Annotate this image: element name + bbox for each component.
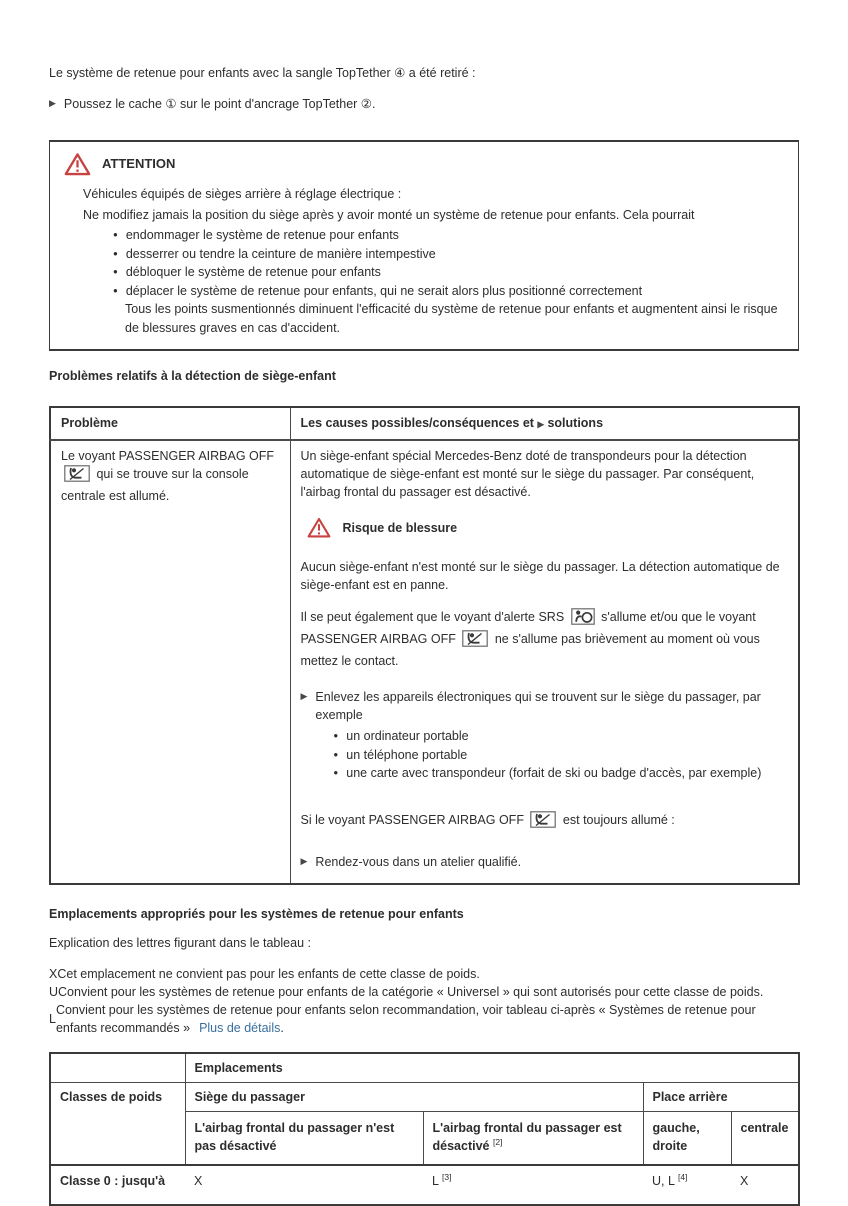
- bullet-text: un ordinateur portable: [346, 729, 469, 743]
- causes-column-header: [290, 407, 799, 440]
- airbag-deactivated-header-cell: [423, 1111, 643, 1165]
- bullet-text: débloquer le système de retenue pour enfants: [125, 265, 381, 279]
- srs-warning-icon: [571, 608, 595, 630]
- rear-seat-header-cell: Place arrière: [643, 1082, 799, 1111]
- intro-step: [49, 95, 799, 113]
- step-arrow-icon: ▶: [300, 691, 308, 701]
- attention-warning-box: [49, 140, 799, 351]
- problem-cell: [50, 440, 290, 884]
- legend-letter: L: [49, 1011, 56, 1026]
- attention-intro-1: Véhicules équipés de sièges arrière à réglage électrique :: [83, 187, 402, 201]
- table-header-row: [50, 407, 799, 440]
- intro-step-text: Poussez le cache ① sur le point d'ancrage TopTether ②.: [63, 97, 376, 111]
- passenger-seat-header-cell: Siège du passager: [185, 1082, 643, 1111]
- warning-triangle-icon: [64, 152, 91, 176]
- passenger-airbag-off-icon: [462, 630, 488, 652]
- legend-row-l: [49, 1001, 799, 1037]
- footnote-marker: [4]: [677, 1171, 688, 1182]
- list-item: [333, 764, 788, 783]
- seating-positions-table: [49, 1052, 800, 1206]
- attention-bullet-list: [113, 226, 784, 300]
- solution-step: [301, 853, 789, 871]
- list-item: [113, 245, 784, 264]
- legend-row-x: [49, 965, 799, 983]
- emplacements-header-cell: Emplacements: [185, 1053, 799, 1083]
- condition-text: Si le voyant PASSENGER AIRBAG OFF: [300, 812, 524, 827]
- cause-paragraph: Aucun siège-enfant n'est monté sur le siège du passager. La détection automatique de siège-enfant est en panne.: [300, 560, 780, 592]
- bullet-icon: ●: [113, 267, 118, 276]
- legend-letter: X: [49, 966, 58, 981]
- legend-text: Convient pour les systèmes de retenue pour enfants selon recommandation, voir tableau ci-après « Systèmes de retenue pour enfants recommandés »: [55, 1002, 756, 1035]
- attention-body: [83, 185, 784, 337]
- bullet-icon: ●: [113, 248, 118, 258]
- solution-step: [301, 688, 789, 783]
- cause-text: Il se peut également que le voyant d'alerte SRS: [300, 610, 565, 624]
- value-text: L: [432, 1173, 439, 1188]
- bullet-text: un téléphone portable: [346, 747, 468, 762]
- cause-paragraph: [301, 608, 789, 670]
- rear-center-header-cell: centrale: [731, 1111, 799, 1165]
- table-row: [50, 440, 799, 884]
- footnote-marker: [3]: [441, 1171, 452, 1182]
- legend-intro: Explication des lettres figurant dans le tableau :: [49, 935, 311, 950]
- list-item: [113, 226, 784, 245]
- legend-description: Cet emplacement ne convient pas pour les enfants de cette classe de poids.: [57, 966, 480, 981]
- solution-bullet-list: [333, 727, 788, 783]
- value-cell: X: [731, 1165, 799, 1205]
- value-cell: [423, 1165, 643, 1205]
- footnote-marker: [2]: [492, 1136, 503, 1147]
- bullet-text: desserrer ou tendre la ceinture de manière intempestive: [125, 246, 436, 261]
- legend-list: [49, 965, 799, 1037]
- cause-text-2: s'allume et/ou que le voyant PASSENGER AIRBAG OFF: [300, 610, 756, 646]
- bullet-icon: ●: [333, 768, 339, 777]
- problems-section-heading: Problèmes relatifs à la détection de siège-enfant: [49, 369, 336, 383]
- legend-text-end: .: [280, 1020, 284, 1035]
- bullet-icon: ●: [333, 749, 339, 759]
- bullet-text: une carte avec transpondeur (forfait de ski ou badge d'accès, par exemple): [346, 766, 762, 780]
- header-text: L'airbag frontal du passager est désactivé: [432, 1120, 622, 1153]
- table-row: [50, 1165, 799, 1205]
- solutions-arrow-icon: ▶: [537, 419, 544, 429]
- list-item: [333, 727, 788, 746]
- passenger-airbag-off-icon: [530, 811, 556, 833]
- problem-column-header: Problème: [50, 407, 290, 440]
- passenger-airbag-off-icon: [64, 465, 90, 487]
- attention-outro: Tous les points susmentionnés diminuent l'efficacité du système de retenue pour enfants et augmentent ainsi le risque de blessures graves en cas d'accident.: [125, 302, 778, 335]
- causes-cell: [290, 440, 799, 884]
- airbag-active-header-cell: L'airbag frontal du passager n'est pas désactivé: [185, 1111, 423, 1165]
- rear-left-right-header-cell: gauche, droite: [643, 1111, 731, 1165]
- legend-letter: U: [49, 984, 59, 999]
- condition-text-2: est toujours allumé :: [562, 812, 675, 827]
- list-item: [113, 282, 784, 301]
- weight-class-label-cell: Classe 0 : jusqu'à: [50, 1165, 185, 1205]
- cause-paragraph: Un siège-enfant spécial Mercedes-Benz doté de transpondeurs pour la détection automatique de siège-enfant est monté sur le siège du passager. Par conséquent, l'airbag frontal du passager est désactivé.: [300, 449, 755, 499]
- problems-table: [49, 406, 800, 885]
- cause-text-3: ne s'allume pas brièvement au moment où vous mettez le contact.: [300, 632, 760, 668]
- step-arrow-icon: ▶: [300, 855, 308, 866]
- bullet-text: endommager le système de retenue pour enfants: [125, 228, 399, 242]
- warning-triangle-icon: [307, 517, 331, 538]
- condition-paragraph: [301, 811, 789, 833]
- bullet-icon: ●: [113, 230, 118, 239]
- legend-description: [56, 1001, 799, 1037]
- details-link[interactable]: Plus de détails: [199, 1020, 281, 1035]
- problem-text: Le voyant PASSENGER AIRBAG OFF: [61, 449, 275, 463]
- locations-section-heading: Emplacements appropriés pour les systèmes de retenue pour enfants: [49, 906, 464, 921]
- corner-cell: [50, 1053, 185, 1083]
- attention-title: ATTENTION: [102, 155, 176, 171]
- problem-text-2: qui se trouve sur la console centrale est allumé.: [61, 467, 249, 503]
- legend-row-u: [49, 983, 799, 1001]
- value-cell: [643, 1165, 731, 1205]
- legend-description: Convient pour les systèmes de retenue pour enfants de la catégorie « Universel » qui sont autorisés pour cette classe de poids.: [58, 984, 764, 999]
- causes-header-text: Les causes possibles/conséquences et: [300, 416, 534, 430]
- table-row: [50, 1053, 799, 1083]
- table-row: [50, 1082, 799, 1111]
- solution-text: Rendez-vous dans un atelier qualifié.: [315, 854, 522, 869]
- bullet-icon: ●: [113, 285, 118, 295]
- bullet-icon: ●: [333, 731, 339, 740]
- bullet-text: déplacer le système de retenue pour enfants, qui ne serait alors plus positionné correctement: [125, 283, 643, 298]
- intro-paragraph: Le système de retenue pour enfants avec la sangle TopTether ④ a été retiré :: [49, 66, 476, 80]
- weight-classes-header-cell: Classes de poids: [50, 1082, 185, 1165]
- solution-text: Enlevez les appareils électroniques qui se trouvent sur le siège du passager, par exemple: [315, 690, 761, 722]
- value-text: U, L: [652, 1173, 675, 1188]
- attention-header: [64, 152, 784, 176]
- attention-intro-2: Ne modifiez jamais la position du siège après y avoir monté un système de retenue pour enfants. Cela pourrait: [83, 207, 695, 222]
- injury-risk-title: Risque de blessure: [342, 520, 458, 535]
- list-item: [333, 746, 788, 765]
- step-arrow-icon: ▶: [49, 98, 56, 108]
- list-item: [113, 263, 784, 282]
- value-cell: X: [185, 1165, 423, 1205]
- injury-risk-warning: [307, 517, 789, 538]
- causes-header-text-2: solutions: [547, 416, 604, 430]
